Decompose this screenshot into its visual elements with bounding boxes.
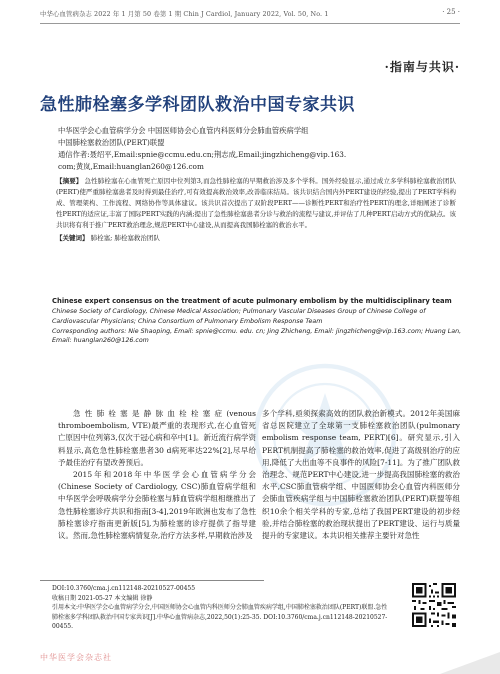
abstract-label: 【摘要】	[56, 177, 83, 185]
qr-code-icon	[412, 583, 456, 627]
running-head: 中华心血管病杂志 2022 年 1 月第 50 卷第 1 期 Chin J Cardiol, January 2022, Vol. 50, No. 1	[40, 10, 329, 18]
corner-fold-icon	[440, 652, 500, 674]
english-corresponding: Corresponding authors: Nie Shaoping, Email: spnie@ccmu. edu. cn; Jing Zhicheng, Email: jingzhicheng@vip.163.com; Huang Lan, Email: huanglan260@126.com	[52, 327, 462, 345]
abstract-text: 急性肺栓塞在心血管死亡原因中位列第3,而急性肺栓塞的早期救治涉及多个学科。国外经验显示,通过成立多学科肺栓塞救治团队(PERT)使严重肺栓塞患者及时得到最佳治疗,可有效提高救治效率,改善临床结局。该共识结合国内外PERT建设的经验,提出了PERT学科构成、管理架构、工作流程、网络协作等具体建议。该共识首次提出了双阶段PERT——诊断性PERT和治疗性PERT的理念,详细阐述了诊断性PERT的适应证,丰富了国际PERT实践的内涵;提出了急性肺栓塞患者分诊与救治的流程与建议,并评估了几种PERT启动方式的优缺点。该共识将有利于推广PERT救治理念,规范PERT中心建设,从而提高我国肺栓塞的救治水平。	[56, 177, 456, 229]
keywords-label: 【关键词】	[56, 234, 89, 242]
footnote-rule	[40, 580, 264, 581]
section-label: ·指南与共识·	[384, 60, 460, 74]
body-paragraph: 2015年和2018年中华医学会心血管病学分会(Chinese Society of Cardiology, CSC)肺血管病学组和中华医学会呼吸病学分会肺栓塞与肺血管病学组相继推出了急性肺栓塞诊疗共识和指南[3-4],2019年欧洲也发布了急性肺栓塞诊疗指南更新版[5],为肺栓塞的诊疗提供了指导建议。然而,急性肺栓塞病情复杂,治疗方法多样,早期救治涉及	[58, 470, 256, 541]
english-title: Chinese expert consensus on the treatment of acute pulmonary embolism by the multidisciplinary team	[52, 297, 452, 305]
body-column-right	[262, 408, 460, 542]
body-column-left	[58, 408, 256, 542]
author-block	[58, 125, 458, 173]
author-orgs-line1: 中华医学会心血管病学分会 中国医师协会心血管内科医师分会肺血管疾病学组	[58, 126, 309, 135]
citation-line: 引用本文:中华医学会心血管病学分会,中国医师协会心血管内科医师分会肺血管疾病学组,中国肺栓塞救治团队(PERT)联盟.急性肺栓塞多学科团队救治中国专家共识[J].中华心血管病杂志,2022,50(1):25-35. DOI:10.3760/cma.j.cn112148-20210527-00455.	[52, 604, 388, 631]
header-rule	[40, 23, 460, 24]
corresponding-line1: 通信作者:聂绍平,Email:spnie@ccmu.edu.cn;荆志成,Email:jingzhicheng@vip.163.	[58, 150, 347, 159]
author-orgs-line2: 中国肺栓塞救治团队(PERT)联盟	[58, 138, 165, 147]
body-paragraph: 多个学科,亟须探索高效的团队救治新模式。2012年美国麻省总医院建立了全球第一支肺栓塞救治团队(pulmonary embolism response team, PERT)[6]。研究显示,引入PERT机制提高了肺栓塞的救治效率,促进了高级别治疗的应用,降低了大出血等不良事件的风险[7-11]。为了推广团队救治理念、规范PERT中心建设,进一步提高我国肺栓塞的救治水平,CSC肺血管病学组、中国医师协会心血管内科医师分会肺血管疾病学组与中国肺栓塞救治团队(PERT)联盟等组织10余个相关学科的专家,总结了我国PERT建设的初步经验,并结合肺栓塞的救治现状提出了PERT建设、运行与质量提升的专家建议。本共识相关推荐主要针对急性	[262, 409, 460, 541]
keywords-text: 肺栓塞; 肺栓塞救治团队	[90, 234, 160, 242]
english-orgs: Chinese Society of Cardiology, Chinese Medical Association; Pulmonary Vascular Diseases Group of Chinese College of Cardiovascular Physicians; China Consortium of Pulmonary Embolism Response Team	[52, 308, 426, 325]
abstract-cn	[56, 176, 456, 244]
corresponding-line2: com;黄岚,Email:huanglan260@126.com	[58, 162, 204, 171]
abstract-en	[52, 296, 464, 346]
doi-line: DOI:10.3760/cma.j.cn112148-20210527-00455	[52, 585, 196, 592]
publisher-logo: 中华医学会杂志社	[40, 653, 112, 662]
body-paragraph: 急性肺栓塞是静脉血栓栓塞症(venous thromboembolism, VTE)最严重的表现形式,在心血管死亡原因中位列第3,仅次于冠心病和卒中[1]。新近流行病学资料显示,高危急性肺栓塞患者30 d病死率达22%[2],尽早给予最佳治疗有望改善预后。	[58, 409, 256, 467]
page-number: · 25 ·	[442, 8, 460, 16]
received-line: 收稿日期 2021-05-27 本文编辑 徐静	[52, 594, 153, 602]
footnote-block	[52, 584, 392, 632]
article-title: 急性肺栓塞多学科团队救治中国专家共识	[40, 95, 355, 115]
